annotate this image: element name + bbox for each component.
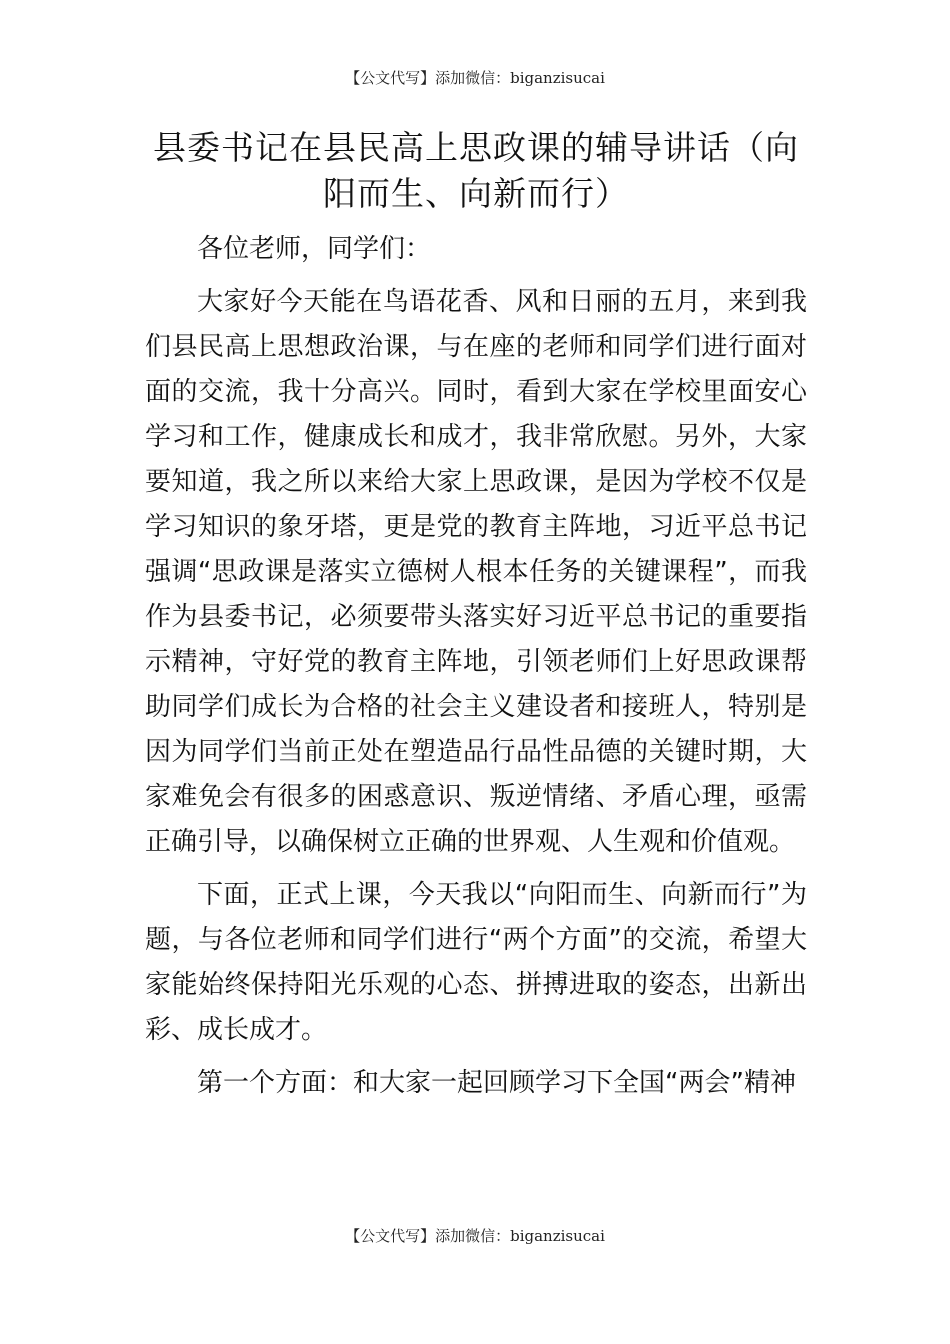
footer-watermark-note: 【公文代写】添加微信：biganzisucai	[345, 1227, 605, 1245]
document-body	[145, 227, 807, 1114]
document-title: 县委书记在县民高上思政课的辅导讲话（向阳而生、向新而行）	[153, 128, 799, 213]
header-watermark-note: 【公文代写】添加微信：biganzisucai	[345, 69, 605, 87]
topic-paragraph: 下面，正式上课，今天我以“向阳而生、向新而行”为题，与各位老师和同学们进行“两个方面”的交流，希望大家能始终保持阳光乐观的心态、拼搏进取的姿态，出新出彩、成长成才。	[145, 880, 807, 1045]
opening-paragraph: 大家好今天能在鸟语花香、风和日丽的五月，来到我们县民高上思想政治课，与在座的老师和同学们进行面对面的交流，我十分高兴。同时，看到大家在学校里面安心学习和工作，健康成长和成才，我非常欣慰。另外，大家要知道，我之所以来给大家上思政课，是因为学校不仅是学习知识的象牙塔，更是党的教育主阵地，习近平总书记强调“思政课是落实立德树人根本任务的关键课程”，而我作为县委书记，必须要带头落实好习近平总书记的重要指示精神，守好党的教育主阵地，引领老师们上好思政课帮助同学们成长为合格的社会主义建设者和接班人，特别是因为同学们当前正处在塑造品行品性品德的关键时期，大家难免会有很多的困惑意识、叛逆情绪、矛盾心理，亟需正确引导，以确保树立正确的世界观、人生观和价值观。	[145, 287, 807, 857]
section-heading-paragraph: 第一个方面：和大家一起回顾学习下全国“两会”精神	[197, 1068, 796, 1098]
salutation-paragraph: 各位老师，同学们：	[197, 234, 432, 264]
